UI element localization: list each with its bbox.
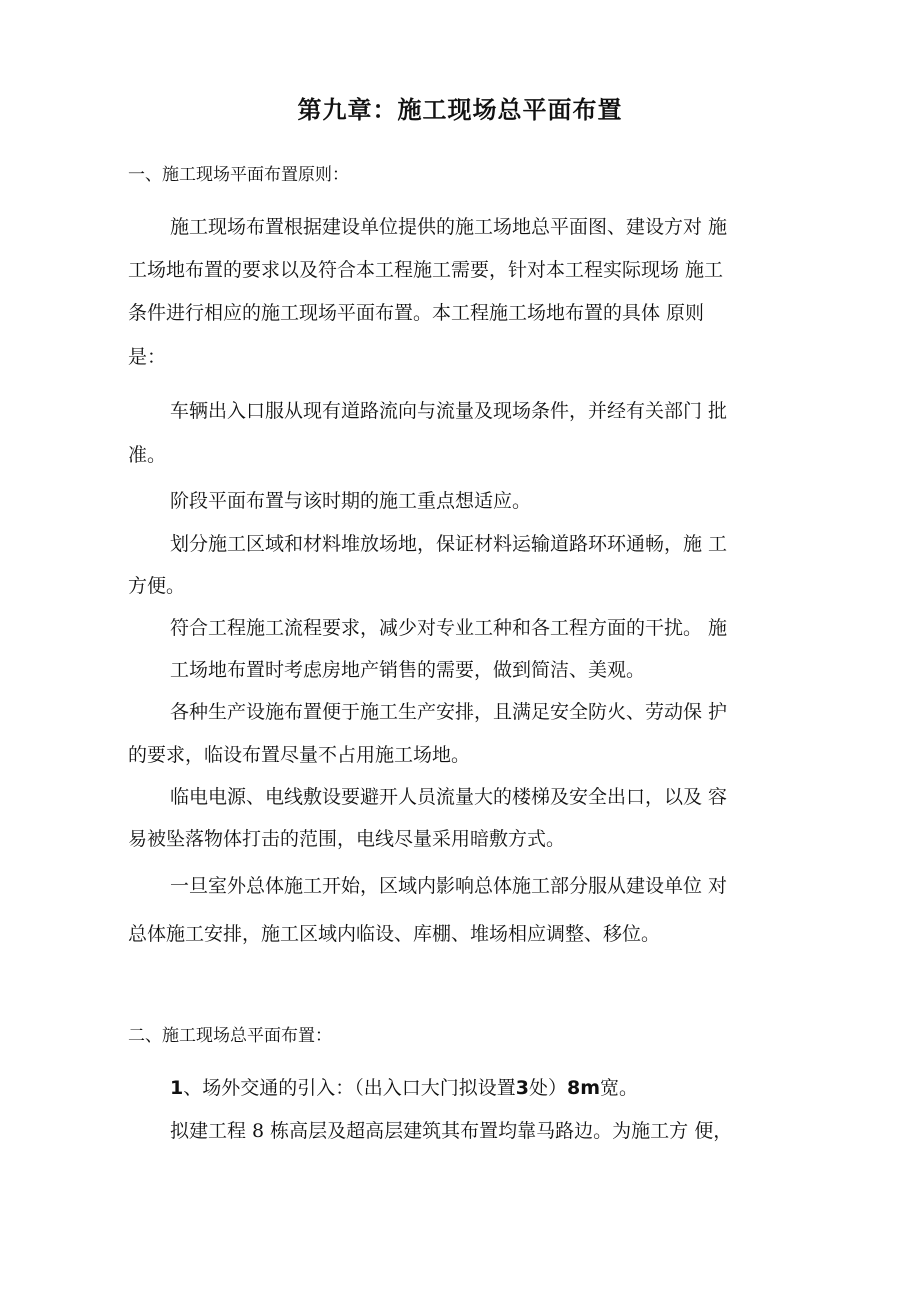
- item-1-text-a: 、场外交通的引入：（出入口大门拟设置: [183, 1077, 516, 1099]
- principle-6-line-2: 易被坠落物体打击的范围，电线尽量采用暗敷方式。: [128, 828, 566, 850]
- body-suffix: 栋高层及超高层建筑其布置均靠马路边。为施工方 便，: [264, 1120, 733, 1142]
- principle-7-line-2: 总体施工安排，施工区域内临设、库棚、堆场相应调整、移位。: [128, 923, 661, 945]
- principle-5-line-2: 的要求，临设布置尽量不占用施工场地。: [128, 744, 471, 766]
- intro-line-1: 施工现场布置根据建设单位提供的施工场地总平面图、建设方对 施: [170, 216, 728, 238]
- section-heading-layout: 二、施工现场总平面布置：: [128, 1026, 332, 1046]
- item-1-count: 3: [515, 1077, 529, 1099]
- item-1-width: 8m: [567, 1077, 601, 1099]
- intro-line-3: 条件进行相应的施工现场平面布置。本工程施工场地布置的具体 原则: [128, 302, 705, 324]
- section-heading-principles: 一、施工现场平面布置原则：: [128, 165, 349, 185]
- principle-3-line-1: 划分施工区域和材料堆放场地，保证材料运输道路环环通畅，施 工: [170, 533, 728, 555]
- body-number: 8: [252, 1120, 265, 1142]
- body-line: [170, 1116, 732, 1143]
- page-title: 第九章：施工现场总平面布置: [297, 96, 623, 124]
- principle-1-line-2: 准。: [128, 444, 167, 466]
- principle-6-line-1: 临电电源、电线敷设要避开人员流量大的楼梯及安全出口，以及 容: [170, 786, 728, 808]
- item-1-number: 1: [170, 1077, 184, 1099]
- item-1-line: [170, 1073, 638, 1100]
- item-1-text-c: 宽。: [600, 1077, 639, 1099]
- principle-2-line-1: 阶段平面布置与该时期的施工重点想适应。: [170, 490, 532, 512]
- item-1-text-b: 处）: [528, 1077, 567, 1099]
- principle-4-line-1: 符合工程施工流程要求，减少对专业工种和各工程方面的干扰。 施: [170, 617, 728, 639]
- principle-7-line-1: 一旦室外总体施工开始，区域内影响总体施工部分服从建设单位 对: [170, 875, 728, 897]
- intro-line-2: 工场地布置的要求以及符合本工程施工需要，针对本工程实际现场 施工: [128, 259, 724, 281]
- body-prefix: 拟建工程: [170, 1120, 253, 1142]
- principle-4-line-2: 工场地布置时考虑房地产销售的需要，做到简洁、美观。: [170, 659, 646, 681]
- principle-5-line-1: 各种生产设施布置便于施工生产安排，且满足安全防火、劳动保 护: [170, 701, 728, 723]
- principle-3-line-2: 方便。: [128, 575, 186, 597]
- intro-line-4: 是：: [128, 346, 167, 368]
- principle-1-line-1: 车辆出入口服从现有道路流向与流量及现场条件，并经有关部门 批: [170, 400, 728, 422]
